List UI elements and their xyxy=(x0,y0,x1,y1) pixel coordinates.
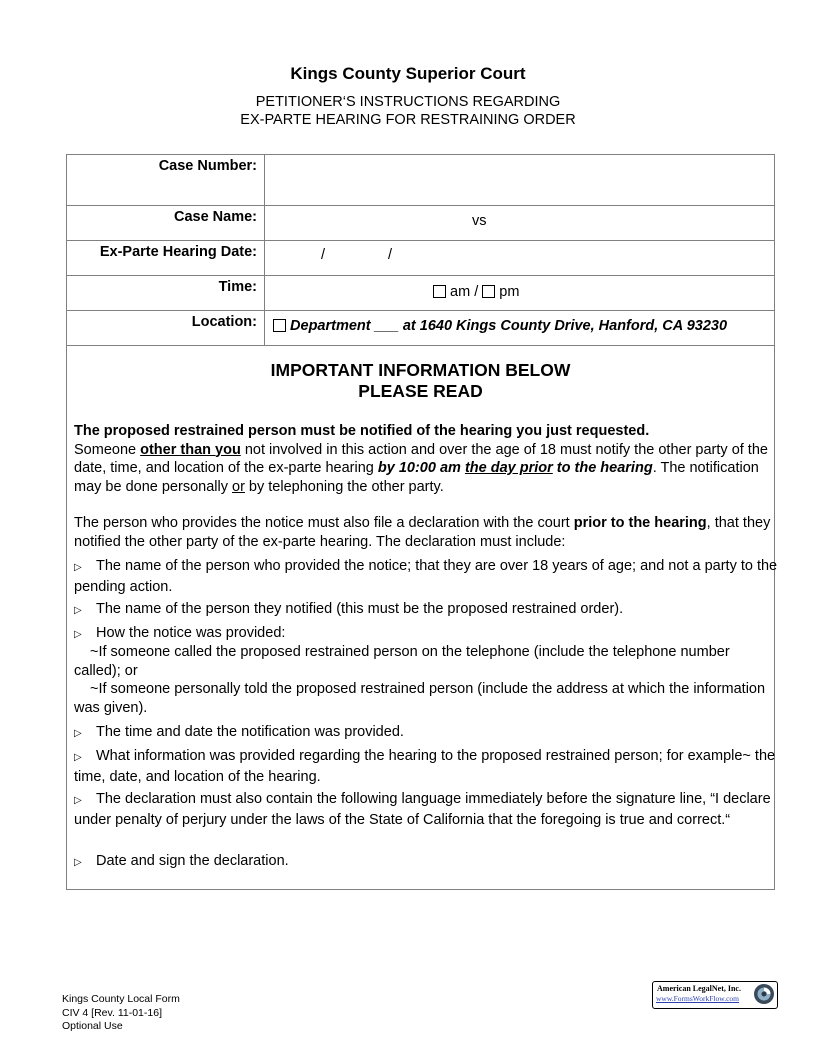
logo-name: American LegalNet, Inc. xyxy=(657,984,741,993)
declaration-paragraph xyxy=(74,514,779,551)
list-item xyxy=(74,747,779,786)
list-subitem: ~If someone called the proposed restrained person on the telephone (include the telephone number called); or xyxy=(74,644,730,679)
triangle-bullet-icon: ▷ xyxy=(74,629,82,640)
list-item xyxy=(74,624,779,645)
am-checkbox[interactable] xyxy=(433,285,446,298)
department-checkbox[interactable] xyxy=(273,319,286,332)
time-label: Time: xyxy=(67,276,265,311)
location-field xyxy=(265,311,775,346)
list-item-text: The declaration must also contain the following language immediately before the signature line, “I declare under penalty of perjury under the laws of the State of California that the foregoing is true and correct.“ xyxy=(74,791,771,828)
hearing-date-field[interactable] xyxy=(265,241,775,276)
list-item-text: The name of the person who provided the notice; that they are over 18 years of age; and not a party to the pending action. xyxy=(74,558,778,595)
form-title-line2: EX-PARTE HEARING FOR RESTRAINING ORDER xyxy=(240,112,576,128)
footer-line-2: CIV 4 [Rev. 11-01-16] xyxy=(62,1006,162,1019)
list-item-text: What information was provided regarding the hearing to the proposed restrained person; for example~ the time, date, and location of the hearing. xyxy=(74,748,776,785)
list-item-text: How the notice was provided: xyxy=(96,625,286,641)
p2-text-a: The person who provides the notice must also file a declaration with the court xyxy=(74,515,574,531)
triangle-bullet-icon: ▷ xyxy=(74,752,82,763)
list-subitem: ~If someone personally told the proposed restrained person (include the address at which the information was given). xyxy=(74,681,766,716)
court-title: Kings County Superior Court xyxy=(290,64,526,83)
date-separator-2: / xyxy=(388,247,393,263)
case-number-field[interactable] xyxy=(265,155,775,206)
globe-icon xyxy=(753,983,775,1005)
triangle-bullet-icon: ▷ xyxy=(74,605,82,616)
p1-text-b: not involved in this action and over the age of 18 must notify the other party of the date, time, and location of the ex-parte hearing xyxy=(74,441,768,476)
hearing-date-label: Ex-Parte Hearing Date: xyxy=(67,241,265,276)
location-label: Location: xyxy=(67,311,265,346)
case-name-vs: vs xyxy=(472,213,487,229)
list-item xyxy=(74,600,779,621)
p1-other-than-you: other than you xyxy=(140,441,241,458)
p2-text-b: , that they notified the other party of the ex-parte hearing. The declaration must include: xyxy=(74,515,771,550)
p1-deadline: by 10:00 am xyxy=(377,460,465,476)
case-name-label: Case Name: xyxy=(67,206,265,241)
p1-text-d: by telephoning the other party. xyxy=(244,478,444,495)
footer-line-1: Kings County Local Form xyxy=(62,993,180,1005)
p1-or: or xyxy=(232,478,245,495)
info-heading-1: IMPORTANT INFORMATION BELOW xyxy=(270,360,571,380)
date-separator-1: / xyxy=(321,247,326,263)
triangle-bullet-icon: ▷ xyxy=(74,728,82,739)
list-item xyxy=(74,852,779,873)
form-footer xyxy=(62,993,180,1034)
notice-lead: The proposed restrained person must be notified of the hearing you just requested. xyxy=(74,423,650,439)
logo-url[interactable]: www.FormsWorkFlow.com xyxy=(656,994,740,1003)
location-text: Department ___ at 1640 Kings County Drive, Hanford, CA 93230 xyxy=(290,318,728,334)
list-item xyxy=(74,790,779,829)
list-item-text: The name of the person they notified (this must be the proposed restrained order). xyxy=(96,601,624,617)
am-label: am / xyxy=(450,284,479,300)
list-item xyxy=(74,557,779,596)
notice-paragraph xyxy=(74,422,779,496)
p1-text-a: Someone xyxy=(74,441,141,458)
p1-to-hearing: to the hearing xyxy=(552,460,653,476)
case-number-label: Case Number: xyxy=(67,155,265,206)
legalnet-logo[interactable] xyxy=(652,981,778,1009)
case-info-table xyxy=(66,154,775,346)
p1-day-prior: the day prior xyxy=(464,460,553,476)
triangle-bullet-icon: ▷ xyxy=(74,857,82,868)
p2-prior-to-hearing: prior to the hearing xyxy=(573,515,707,531)
p1-text-c: . The notification may be done personally xyxy=(74,460,759,495)
pm-label: pm xyxy=(499,284,520,300)
footer-line-3: Optional Use xyxy=(62,1020,123,1032)
list-item xyxy=(74,723,779,744)
list-item-text: Date and sign the declaration. xyxy=(96,853,289,869)
time-field[interactable] xyxy=(265,276,775,311)
triangle-bullet-icon: ▷ xyxy=(74,562,82,573)
case-name-field[interactable] xyxy=(265,206,775,241)
form-title-line1: PETITIONER‘S INSTRUCTIONS REGARDING xyxy=(255,94,561,110)
triangle-bullet-icon: ▷ xyxy=(74,795,82,806)
pm-checkbox[interactable] xyxy=(482,285,495,298)
info-heading-2: PLEASE READ xyxy=(358,381,483,401)
list-item-text: The time and date the notification was provided. xyxy=(96,724,404,740)
